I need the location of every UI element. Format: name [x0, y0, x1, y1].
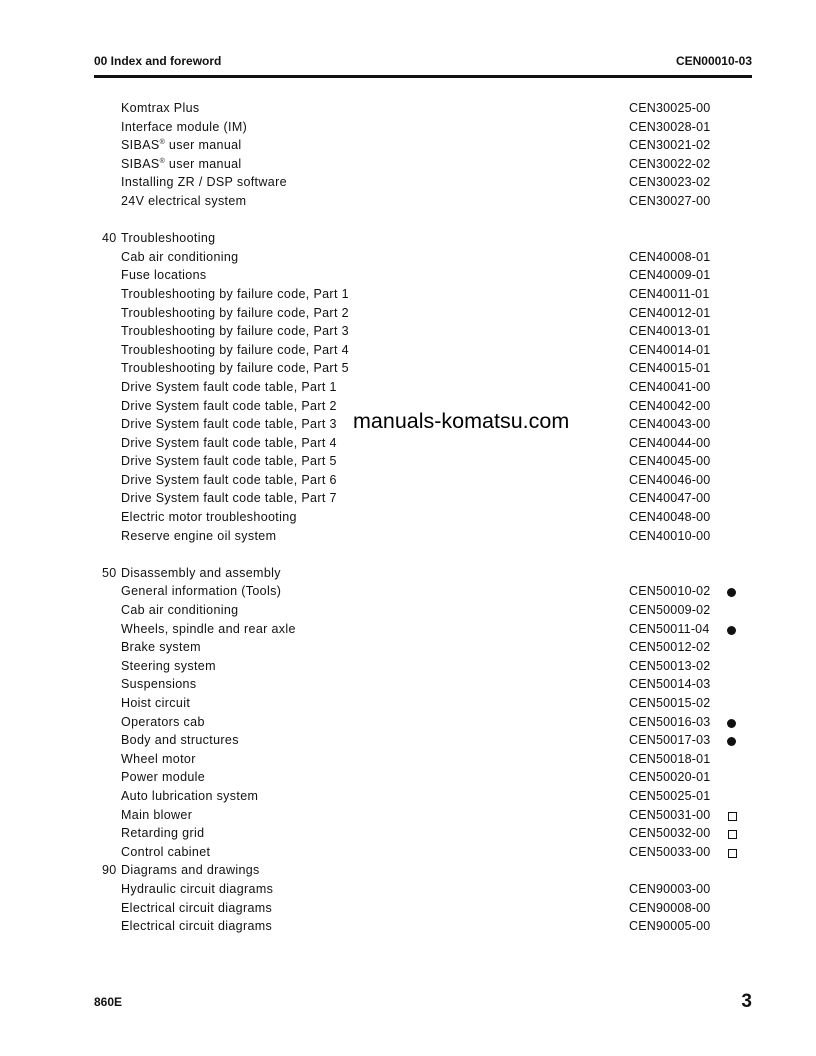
- entry-code: CEN50031-00: [629, 807, 711, 822]
- entry-code: CEN90008-00: [629, 900, 711, 915]
- filled-circle-icon: [727, 737, 736, 746]
- entry-title-text: General information (Tools): [121, 584, 282, 599]
- entry-code: CEN50014-03: [629, 677, 711, 692]
- toc-entry: [0, 361, 816, 380]
- entry-title: [121, 622, 296, 636]
- entry-title: [121, 789, 258, 803]
- section-heading: [0, 231, 816, 250]
- entry-code: CEN50015-02: [629, 696, 711, 710]
- toc-entry: [0, 789, 816, 808]
- entry-title: [121, 324, 349, 338]
- registered-mark: ®: [159, 139, 166, 147]
- entry-title: [121, 491, 337, 505]
- entry-title-text: Drive System fault code table, Part 6: [121, 472, 337, 487]
- section-title: Diagrams and drawings: [121, 863, 260, 878]
- entry-code: CEN30025-00: [629, 101, 711, 115]
- entry-title-rest: user manual: [165, 156, 242, 171]
- entry-title-text: Electrical circuit diagrams: [121, 919, 273, 934]
- entry-title-text: Cab air conditioning: [121, 249, 239, 264]
- toc-entry: [0, 584, 816, 603]
- filled-circle-icon: [727, 588, 736, 597]
- toc-entry: [0, 250, 816, 269]
- entry-title-text: Troubleshooting by failure code, Part 5: [121, 361, 349, 376]
- spacer: [0, 547, 816, 566]
- section-heading: [0, 863, 816, 882]
- entry-code: CEN50009-02: [629, 603, 711, 618]
- entry-title-text: Wheels, spindle and rear axle: [121, 621, 296, 636]
- entry-code: CEN50025-01: [629, 788, 711, 803]
- entry-title-text: Troubleshooting by failure code, Part 1: [121, 286, 349, 301]
- toc-entry: [0, 919, 816, 938]
- entry-code: CEN50010-02: [629, 584, 711, 599]
- toc-entry: [0, 324, 816, 343]
- entry-title-text: Main blower: [121, 807, 193, 822]
- filled-circle-icon: [727, 626, 736, 635]
- spacer: [0, 213, 816, 232]
- entry-title-text: Interface module (IM): [121, 119, 248, 134]
- toc-entry: [0, 157, 816, 176]
- entry-code: CEN40010-00: [629, 528, 711, 543]
- toc-entry: [0, 752, 816, 771]
- entry-title-text: Troubleshooting by failure code, Part 2: [121, 305, 349, 320]
- toc-entry: [0, 529, 816, 548]
- entry-title-text: Power module: [121, 770, 206, 785]
- toc-entry: [0, 175, 816, 194]
- section-number: 90: [102, 863, 117, 878]
- toc-entry: [0, 696, 816, 715]
- entry-title-text: Drive System fault code table, Part 3: [121, 417, 337, 432]
- entry-code: CEN40014-01: [629, 342, 711, 357]
- hollow-square-icon: [728, 849, 737, 858]
- page-number: 3: [741, 991, 752, 1012]
- entry-code: CEN40044-00: [629, 435, 711, 450]
- entry-title: [121, 120, 247, 134]
- entry-title-text: Auto lubrication system: [121, 788, 259, 803]
- entry-title: [121, 361, 349, 375]
- toc-entry: [0, 343, 816, 362]
- section-number: 40: [102, 231, 117, 246]
- entry-title-text: Komtrax Plus: [121, 101, 200, 115]
- entry-title: [121, 473, 337, 487]
- entry-title-text: Troubleshooting by failure code, Part 3: [121, 324, 349, 339]
- entry-code: CEN30027-00: [629, 193, 711, 208]
- entry-code: CEN40015-01: [629, 361, 711, 376]
- entry-code: CEN50018-01: [629, 751, 711, 766]
- entry-title-text: Drive System fault code table, Part 5: [121, 454, 337, 469]
- entry-title-text: Troubleshooting by failure code, Part 4: [121, 342, 349, 357]
- entry-code: CEN90005-00: [629, 919, 711, 934]
- entry-title-text: Drive System fault code table, Part 1: [121, 379, 337, 394]
- entry-title-text: Drive System fault code table, Part 2: [121, 398, 337, 413]
- toc-entry: [0, 306, 816, 325]
- entry-title-text: Brake system: [121, 640, 201, 655]
- entry-title: [121, 826, 204, 840]
- entry-title-text: Reserve engine oil system: [121, 528, 277, 543]
- entry-title-text: Operators cab: [121, 714, 205, 729]
- entry-code: CEN50016-03: [629, 714, 711, 729]
- entry-title: [121, 901, 272, 915]
- entry-title: [121, 454, 337, 468]
- toc-entry: [0, 845, 816, 864]
- entry-title-text: Electrical circuit diagrams: [121, 900, 273, 915]
- entry-title-text: Retarding grid: [121, 826, 205, 841]
- entry-title: [121, 268, 207, 282]
- entry-title: [121, 287, 349, 301]
- toc-entry: [0, 120, 816, 139]
- toc-entry: [0, 882, 816, 901]
- toc-entry: [0, 491, 816, 510]
- entry-title: [121, 306, 349, 320]
- entry-title: [121, 882, 273, 896]
- entry-code: CEN40046-00: [629, 472, 711, 487]
- table-of-contents: [0, 101, 816, 938]
- footer-model: 860E: [94, 995, 123, 1009]
- entry-title-text: Steering system: [121, 658, 216, 673]
- entry-title: [121, 603, 239, 617]
- toc-entry: [0, 268, 816, 287]
- entry-title-text: Fuse locations: [121, 268, 207, 283]
- entry-title-text: Drive System fault code table, Part 4: [121, 435, 337, 450]
- entry-title: [121, 770, 205, 784]
- entry-code: CEN30021-02: [629, 138, 711, 153]
- entry-title: [121, 919, 272, 933]
- entry-title: [121, 529, 276, 543]
- entry-title-text: Drive System fault code table, Part 7: [121, 491, 337, 506]
- toc-entry: [0, 287, 816, 306]
- page-header: [94, 53, 752, 78]
- entry-title: [121, 715, 205, 729]
- toc-entry: [0, 454, 816, 473]
- section-heading: [0, 566, 816, 585]
- entry-code: CEN50012-02: [629, 640, 711, 655]
- entry-title-text: Body and structures: [121, 733, 239, 748]
- entry-title: [121, 845, 210, 859]
- toc-entry: [0, 622, 816, 641]
- entry-code: CEN40043-00: [629, 417, 711, 432]
- entry-title-text: Hydraulic circuit diagrams: [121, 881, 274, 896]
- entry-code: CEN50017-03: [629, 733, 711, 748]
- filled-circle-icon: [727, 719, 736, 728]
- entry-title: [121, 138, 242, 152]
- toc-entry: [0, 380, 816, 399]
- toc-entry: [0, 826, 816, 845]
- entry-title-text: Wheel motor: [121, 751, 196, 766]
- entry-title: [121, 436, 337, 450]
- entry-title-text: SIBAS: [121, 138, 160, 153]
- entry-title-text: Suspensions: [121, 677, 197, 692]
- entry-title-text: Cab air conditioning: [121, 603, 239, 618]
- toc-entry: [0, 808, 816, 827]
- entry-title-text: Installing ZR / DSP software: [121, 175, 287, 190]
- entry-code: CEN50020-01: [629, 770, 711, 785]
- toc-entry: [0, 101, 816, 120]
- hollow-square-icon: [728, 812, 737, 821]
- entry-title-text: Control cabinet: [121, 844, 211, 859]
- toc-entry: [0, 640, 816, 659]
- header-document-code: CEN00010-03: [675, 54, 752, 68]
- entry-title: [121, 733, 239, 747]
- toc-entry: [0, 901, 816, 920]
- section-title: Troubleshooting: [121, 231, 216, 246]
- entry-code: CEN30023-02: [629, 175, 711, 190]
- entry-title: [121, 343, 349, 357]
- entry-title: [121, 101, 200, 115]
- toc-entry: [0, 733, 816, 752]
- toc-entry: [0, 138, 816, 157]
- entry-title: [121, 752, 196, 766]
- entry-title: [121, 808, 192, 822]
- watermark-text: manuals-komatsu.com: [353, 409, 570, 433]
- entry-code: CEN40048-00: [629, 510, 711, 525]
- entry-title-text: 24V electrical system: [121, 193, 247, 208]
- entry-code: CEN50033-00: [629, 844, 711, 859]
- header-section-title: 00 Index and foreword: [94, 54, 222, 68]
- entry-title: [121, 659, 216, 673]
- toc-entry: [0, 194, 816, 213]
- section-title: Disassembly and assembly: [121, 565, 281, 580]
- entry-title: [121, 584, 281, 598]
- entry-code: CEN40045-00: [629, 454, 711, 469]
- entry-title: [121, 640, 201, 654]
- hollow-square-icon: [728, 830, 737, 839]
- entry-code: CEN40041-00: [629, 379, 711, 394]
- entry-code: CEN40013-01: [629, 324, 711, 339]
- entry-code: CEN90003-00: [629, 881, 711, 896]
- entry-code: CEN40008-01: [629, 249, 711, 264]
- entry-title: [121, 677, 196, 691]
- entry-code: CEN40042-00: [629, 398, 711, 413]
- toc-entry: [0, 603, 816, 622]
- entry-title: [121, 696, 190, 710]
- entry-code: CEN50013-02: [629, 658, 711, 673]
- entry-title-text: Hoist circuit: [121, 696, 191, 710]
- entry-code: CEN40011-01: [629, 286, 710, 301]
- entry-code: CEN50011-04: [629, 621, 710, 636]
- entry-title-rest: user manual: [165, 138, 242, 153]
- entry-code: CEN30028-01: [629, 119, 711, 134]
- entry-code: CEN30022-02: [629, 156, 711, 171]
- registered-mark: ®: [159, 157, 166, 165]
- toc-entry: [0, 436, 816, 455]
- toc-entry: [0, 770, 816, 789]
- entry-title: [121, 157, 242, 171]
- entry-code: CEN50032-00: [629, 826, 711, 841]
- entry-title: [121, 194, 246, 208]
- toc-entry: [0, 715, 816, 734]
- section-number: 50: [102, 565, 117, 580]
- toc-entry: [0, 677, 816, 696]
- entry-title: [121, 417, 337, 431]
- entry-title: [121, 380, 337, 394]
- toc-entry: [0, 659, 816, 678]
- entry-title: [121, 175, 287, 189]
- entry-title: [121, 250, 239, 264]
- entry-code: CEN40009-01: [629, 268, 711, 283]
- entry-title-text: SIBAS: [121, 156, 160, 171]
- toc-entry: [0, 473, 816, 492]
- entry-title-text: Electric motor troubleshooting: [121, 510, 297, 525]
- toc-entry: [0, 510, 816, 529]
- entry-code: CEN40012-01: [629, 305, 711, 320]
- entry-title: [121, 510, 297, 524]
- entry-title: [121, 399, 337, 413]
- entry-code: CEN40047-00: [629, 491, 711, 506]
